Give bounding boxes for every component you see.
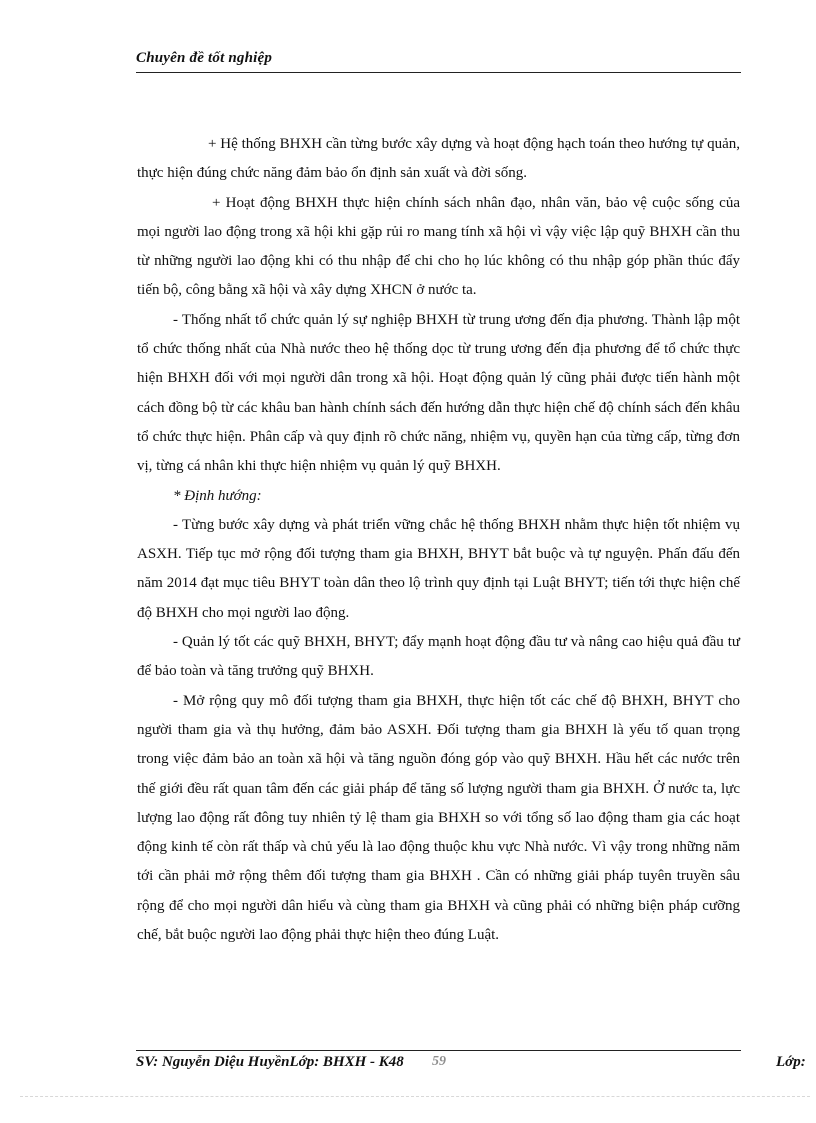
paragraph-self-management: + Hệ thống BHXH cần từng bước xây dựng và hoạt động hạch toán theo hướng tự quản, thực hiện đúng chức năng đảm bảo ổn định sản xuất và đời sống. <box>137 136 740 182</box>
footer-divider <box>136 1050 741 1051</box>
footer-class-label: Lớp: <box>776 1054 806 1070</box>
document-body <box>137 130 740 950</box>
paragraph-orientation-expand: - Mở rộng quy mô đối tượng tham gia BHXH, thực hiện tốt các chế độ BHXH, BHYT cho người tham gia và thụ hưởng, đảm bảo ASXH. Đối tượng tham gia BHXH là yếu tố quan trọng trong việc đảm bảo an toàn xã hội và tăng nguồn đóng góp vào quỹ BHXH. Hầu hết các nước trên thế giới đều rất quan tâm đến các giải pháp để tăng số lượng người tham gia BHXH. Ở nước ta, lực lượng lao động rất đông tuy nhiên tỷ lệ tham gia BHXH so với tổng số lao động tham gia các hoạt động kinh tế còn rất thấp và chủ yếu là lao động thuộc khu vực Nhà nước. Vì vậy trong những năm tới cần phải mở rộng thêm đối tượng tham gia BHXH . Cần có những giải pháp tuyên truyền sâu rộng để cho mọi người dân hiểu và cùng tham gia BHXH và cũng phải có những biện pháp cưỡng chế, bắt buộc người lao động phải thực hiện theo đúng Luật. <box>137 692 740 944</box>
footer-student-info: SV: Nguyễn Diệu HuyềnLớp: BHXH - K48 <box>136 1054 404 1070</box>
page-number: 59 <box>432 1054 446 1069</box>
paragraph-orientation-funds: - Quản lý tốt các quỹ BHXH, BHYT; đẩy mạnh hoạt động đầu tư và nâng cao hiệu quả đầu tư để bảo toàn và tăng trưởng quỹ BHXH. <box>137 634 740 680</box>
paragraph-unified-management: - Thống nhất tổ chức quản lý sự nghiệp BHXH từ trung ương đến địa phương. Thành lập một tổ chức thống nhất của Nhà nước theo hệ thống dọc từ trung ương đến địa phương để tổ chức thực hiện BHXH đối với mọi người dân trong xã hội. Hoạt động quản lý cũng phải được tiến hành một cách đồng bộ từ các khâu ban hành chính sách đến hướng dẫn thực hiện chế độ chính sách đến khâu tổ chức thực hiện. Phân cấp và quy định rõ chức năng, nhiệm vụ, quyền hạn của từng cấp, từng đơn vị, từng cá nhân khi thực hiện nhiệm vụ quản lý quỹ BHXH. <box>137 311 740 475</box>
header-title: Chuyên đề tốt nghiệp <box>136 50 273 66</box>
page-bottom-edge <box>20 1096 810 1097</box>
paragraph-orientation-develop: - Từng bước xây dựng và phát triển vững chắc hệ thống BHXH nhằm thực hiện tốt nhiệm vụ ASXH. Tiếp tục mở rộng đối tượng tham gia BHXH, BHYT bắt buộc và tự nguyện. Phấn đấu đến năm 2014 đạt mục tiêu BHYT toàn dân theo lộ trình quy định tại Luật BHYT; tiến tới thực hiện chế độ BHXH cho mọi người lao động. <box>137 516 740 621</box>
paragraph-humanitarian-policy: + Hoạt động BHXH thực hiện chính sách nhân đạo, nhân văn, bảo vệ cuộc sống của mọi người lao động trong xã hội khi gặp rủi ro mang tính xã hội vì vậy việc lập quỹ BHXH cần thu từ những người lao động khi có thu nhập để chi cho họ lúc không có thu nhập góp phần thúc đẩy tiến bộ, công bằng xã hội và xây dựng XHCN ở nước ta. <box>137 194 740 299</box>
orientation-heading: * Định hướng: <box>173 487 262 504</box>
page-header <box>136 50 741 73</box>
